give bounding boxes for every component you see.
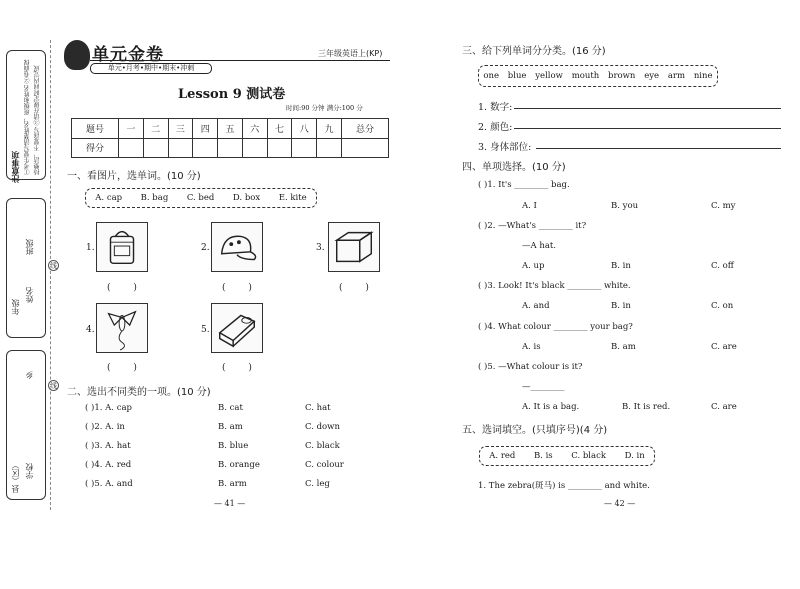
question-item: ( )3. Look! It's black ________ white. xyxy=(478,281,631,291)
word-option: B. bag xyxy=(140,193,169,203)
word-bank xyxy=(479,446,655,466)
cut-line xyxy=(50,40,51,510)
bed-icon xyxy=(211,303,263,353)
category-label: 1. 数字: xyxy=(478,102,513,113)
score-cell[interactable] xyxy=(242,138,267,158)
category-label: 3. 身体部位: xyxy=(478,142,532,153)
word-option: A. red xyxy=(489,451,516,461)
item-number: 5. xyxy=(201,325,210,335)
option-c: C. are xyxy=(711,402,737,412)
score-cell[interactable] xyxy=(292,138,317,158)
item-number: 3. xyxy=(316,243,325,253)
page-number: — 42 — xyxy=(604,499,636,508)
word-option: yellow xyxy=(535,71,563,81)
word-option: mouth xyxy=(571,71,600,81)
word-bank xyxy=(478,65,718,87)
answer-line[interactable] xyxy=(514,108,781,109)
option-a: A. up xyxy=(522,261,545,271)
option-c: C. off xyxy=(711,261,734,271)
table-cell: 五 xyxy=(218,119,243,139)
word-option: E. kite xyxy=(278,193,307,203)
question-item: ( )1. It's ________ bag. xyxy=(478,180,570,190)
option-b: B. am xyxy=(218,422,243,432)
table-cell: 总分 xyxy=(341,119,388,139)
score-table xyxy=(71,118,389,158)
question-item: ( )3. A. hat xyxy=(85,441,131,451)
option-c: C. on xyxy=(711,301,734,311)
word-bank xyxy=(85,188,317,208)
option-a: A. is xyxy=(522,342,541,352)
question-item: ( )4. What colour ________ your bag? xyxy=(478,322,633,332)
exam-meta: 时间:90 分钟 满分:100 分 xyxy=(286,104,363,112)
score-cell[interactable] xyxy=(317,138,342,158)
score-cell[interactable] xyxy=(119,138,144,158)
answer-blank[interactable]: ( ) xyxy=(107,283,147,293)
word-option: one xyxy=(483,71,500,81)
school-box xyxy=(6,350,46,500)
item-number: 2. xyxy=(201,243,210,253)
name-label: 姓名 xyxy=(25,287,34,303)
mascot-icon xyxy=(64,40,90,70)
question-item: ( )4. A. red xyxy=(85,460,132,470)
question-item: ( )2. —What's ________ it? xyxy=(478,221,587,231)
answer-line[interactable] xyxy=(536,148,781,149)
option-b: B. cat xyxy=(218,403,243,413)
logo-title: 单元金卷 xyxy=(92,45,164,65)
score-cell[interactable] xyxy=(168,138,193,158)
answer-blank[interactable]: ( ) xyxy=(222,363,262,373)
question-extra: —A hat. xyxy=(522,241,556,251)
header-rule xyxy=(90,60,390,61)
option-c: C. my xyxy=(711,201,736,211)
word-option: blue xyxy=(507,71,527,81)
answer-blank[interactable]: ( ) xyxy=(222,283,262,293)
section-4-title: 四、单项选择。(10 分) xyxy=(462,162,566,173)
kite-icon xyxy=(96,303,148,353)
option-b: B. am xyxy=(611,342,636,352)
section-5-title: 五、选词填空。(只填序号)(4 分) xyxy=(462,425,608,436)
word-option: C. black xyxy=(571,451,606,461)
grade-label: 三年级英语上(KP) xyxy=(318,49,383,58)
option-b: B. in xyxy=(611,261,631,271)
table-cell: 八 xyxy=(292,119,317,139)
grade-class-box xyxy=(6,198,46,338)
item-number: 1. xyxy=(86,243,95,253)
score-cell[interactable] xyxy=(218,138,243,158)
word-option: brown xyxy=(608,71,636,81)
table-cell: 九 xyxy=(317,119,342,139)
table-cell: 题号 xyxy=(72,119,119,139)
logo-subtitle: 单元•月考•期中•期末•冲刺 xyxy=(90,63,212,74)
option-a: A. It is a bag. xyxy=(522,402,580,412)
class-label: 班级 xyxy=(25,239,34,255)
option-c: C. hat xyxy=(305,403,331,413)
notice-title: 注意事项 xyxy=(10,151,20,183)
option-c: C. black xyxy=(305,441,340,451)
table-cell: 四 xyxy=(193,119,218,139)
table-cell: 得分 xyxy=(72,138,119,158)
seal-mark: 线 xyxy=(50,262,57,270)
option-c: C. leg xyxy=(305,479,330,489)
word-option: eye xyxy=(644,71,660,81)
option-c: C. are xyxy=(711,342,737,352)
table-cell: 三 xyxy=(168,119,193,139)
school-label: 学校 xyxy=(25,463,34,479)
town-label: 乡 xyxy=(25,371,34,379)
option-b: B. orange xyxy=(218,460,260,470)
option-b: B. blue xyxy=(218,441,249,451)
question-item: ( )2. A. in xyxy=(85,422,125,432)
answer-blank[interactable]: ( ) xyxy=(339,283,379,293)
option-b: B. in xyxy=(611,301,631,311)
page-title: Lesson 9 测试卷 xyxy=(178,87,286,102)
word-option: D. in xyxy=(624,451,645,461)
seal-mark: 线 xyxy=(50,382,57,390)
word-option: C. bed xyxy=(186,193,215,203)
section-3-title: 三、给下列单词分分类。(16 分) xyxy=(462,46,606,57)
page-number: — 41 — xyxy=(214,499,246,508)
table-row xyxy=(72,119,389,139)
table-cell: 七 xyxy=(267,119,292,139)
question-item: ( )5. A. and xyxy=(85,479,133,489)
option-c: C. down xyxy=(305,422,340,432)
binding-strip xyxy=(6,50,46,505)
score-cell[interactable] xyxy=(143,138,168,158)
table-cell: 二 xyxy=(143,119,168,139)
section-1-title: 一、看图片，选单词。(10 分) xyxy=(67,171,201,182)
item-number: 4. xyxy=(86,325,95,335)
county-label: 县（区） xyxy=(11,461,20,493)
word-option: nine xyxy=(693,71,713,81)
grade-label: 年级 xyxy=(11,299,20,315)
option-b: B. arm xyxy=(218,479,247,489)
question-item: ( )5. —What colour is it? xyxy=(478,362,583,372)
table-row xyxy=(72,138,389,158)
notice-box xyxy=(6,50,46,183)
box-icon xyxy=(328,222,380,272)
word-option: B. is xyxy=(533,451,553,461)
question-item: ( )1. A. cap xyxy=(85,403,132,413)
question-item: 1. The zebra(斑马) is ________ and white. xyxy=(478,481,650,491)
school-bag-icon xyxy=(96,222,148,272)
category-label: 2. 颜色: xyxy=(478,122,513,133)
option-c: C. colour xyxy=(305,460,344,470)
answer-blank[interactable]: ( ) xyxy=(107,363,147,373)
notice-text: ①考生要写清楚姓名，班级和姓名 ②卷面保持整洁，不要涂写 ③请在规定时间内完成 xyxy=(24,59,41,175)
cap-icon xyxy=(211,222,263,272)
option-b: B. you xyxy=(611,201,639,211)
option-b: B. It is red. xyxy=(622,402,671,412)
table-cell: 一 xyxy=(119,119,144,139)
option-a: A. and xyxy=(522,301,550,311)
word-option: A. cap xyxy=(95,193,123,203)
score-cell[interactable] xyxy=(341,138,388,158)
word-option: arm xyxy=(667,71,686,81)
table-cell: 六 xyxy=(242,119,267,139)
section-2-title: 二、选出不同类的一项。(10 分) xyxy=(67,387,211,398)
option-a: A. I xyxy=(522,201,537,211)
question-extra: —________ xyxy=(522,382,565,392)
answer-line[interactable] xyxy=(514,128,781,129)
word-option: D. box xyxy=(232,193,261,203)
score-cell[interactable] xyxy=(267,138,292,158)
score-cell[interactable] xyxy=(193,138,218,158)
